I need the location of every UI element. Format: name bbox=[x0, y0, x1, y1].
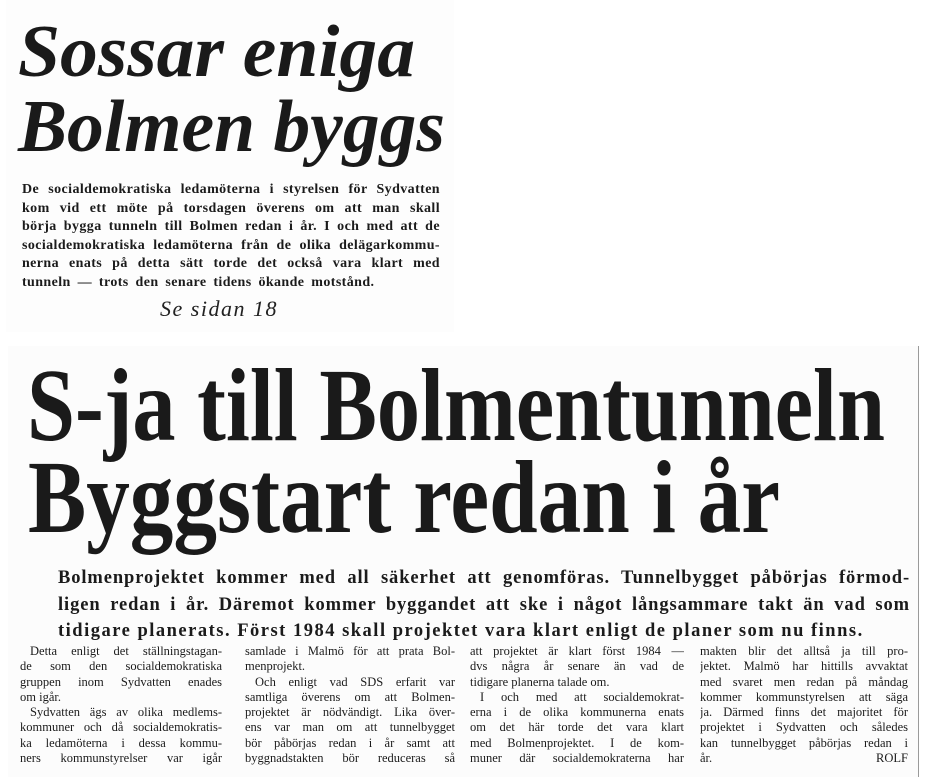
top-summary bbox=[22, 181, 440, 292]
column-line: makten blir det alltså ja till pro- bbox=[700, 644, 908, 658]
column-line: ens var man om att tunnelbygget bbox=[245, 720, 455, 735]
top-headline-line-2: Bolmen byggs bbox=[17, 86, 446, 168]
column-line: samtliga överens om att Bolmen- bbox=[245, 689, 455, 704]
summary-line: börja bygga tunneln till Bolmen redan i år. I och med att de bbox=[22, 219, 440, 234]
column-line: kommuner och då socialdemokratis- bbox=[20, 720, 222, 735]
column-line: Och enligt vad SDS erfarit var bbox=[255, 674, 455, 689]
main-headline-line-2: Byggstart redan i år bbox=[28, 440, 780, 555]
page-reference: Se sidan 18 bbox=[160, 296, 278, 321]
column-line: I och med att socialdemokrat- bbox=[480, 689, 684, 704]
lead-line: tidigare planerats. Först 1984 skall projektet vara klart enligt de planer som nu finns. bbox=[58, 621, 864, 641]
article-column-1 bbox=[20, 644, 222, 766]
top-headline bbox=[0, 0, 460, 180]
article-column-2 bbox=[245, 644, 455, 766]
column-line: med Bolmenprojektet. I de kom- bbox=[470, 735, 684, 750]
column-line: ners kommunstyrelser var igår bbox=[20, 751, 222, 766]
summary-line: socialdemokratiska ledamöterna från de olika delägarkommu- bbox=[22, 237, 440, 253]
column-line: projektet är nödvändigt. Lika över- bbox=[245, 705, 455, 720]
main-headline-line-1: S-ja till Bolmentunneln bbox=[27, 348, 885, 463]
column-line: projektet i Sydvatten och således bbox=[700, 720, 908, 735]
column-line: ka ledamöterna i dessa kommu- bbox=[20, 735, 222, 750]
article-column-4 bbox=[700, 644, 908, 766]
main-headline bbox=[0, 348, 925, 563]
lead-line: ligen redan i år. Däremot kommer byggandet att ske i något långsammare takt än vad som bbox=[58, 594, 910, 615]
column-line: erna i de olika kommunerna enats bbox=[470, 705, 684, 720]
byline: ROLF bbox=[876, 751, 908, 766]
column-line: kan tunnelbygget påbörjas redan i bbox=[700, 735, 908, 750]
column-final-line bbox=[700, 751, 908, 766]
column-line: Sydvatten ägs av olika medlems- bbox=[30, 705, 222, 720]
summary-line: tunneln — trots den senare tidens ökande motstånd. bbox=[22, 274, 375, 290]
summary-line: De socialdemokratiska ledamöterna i styrelsen för Sydvatten bbox=[22, 182, 440, 197]
column-line: tidigare planerna talade om. bbox=[470, 674, 610, 689]
column-line: bör påbörjas redan i år samt att bbox=[245, 735, 455, 750]
column-line: om det här torde det vara klart bbox=[470, 720, 684, 735]
lead-line: Bolmenprojektet kommer med all säkerhet att genomföras. Tunnelbygget påbörjas förmod- bbox=[58, 568, 910, 588]
top-headline-line-1: Sossar eniga bbox=[18, 11, 415, 93]
column-line: byggnadstakten bör reduceras så bbox=[245, 751, 455, 766]
column-line: gruppen inom Sydvatten enades bbox=[20, 674, 222, 689]
column-line: muner där socialdemokraterna har bbox=[470, 751, 684, 766]
column-line: med svaret men redan på måndag bbox=[700, 674, 908, 689]
column-line: dvs några år senare än vad de bbox=[470, 659, 684, 674]
column-line: om igår. bbox=[20, 689, 61, 704]
column-line: att projektet är klart först 1984 — bbox=[470, 644, 684, 658]
column-line: år. bbox=[700, 751, 713, 766]
column-line: Detta enligt det ställningstagan- bbox=[30, 644, 222, 658]
column-line: de som den socialdemokratiska bbox=[20, 659, 222, 674]
column-line: samlade i Malmö för att prata Bol- bbox=[245, 644, 455, 658]
column-line: menprojekt. bbox=[245, 659, 306, 674]
column-line: jektet. Malmö har hittills avvaktat bbox=[700, 659, 908, 674]
summary-line: nerna enats på detta sätt torde det också vara klart med bbox=[22, 256, 440, 271]
summary-line: kom vid ett möte på torsdagen överens om att man skall bbox=[22, 200, 440, 216]
article-column-3 bbox=[470, 644, 684, 766]
column-line: ja. Därmed finns det majoritet för bbox=[700, 705, 908, 720]
column-line: kommer kommunstyrelsen att säga bbox=[700, 689, 908, 704]
lead-paragraph bbox=[58, 565, 910, 645]
